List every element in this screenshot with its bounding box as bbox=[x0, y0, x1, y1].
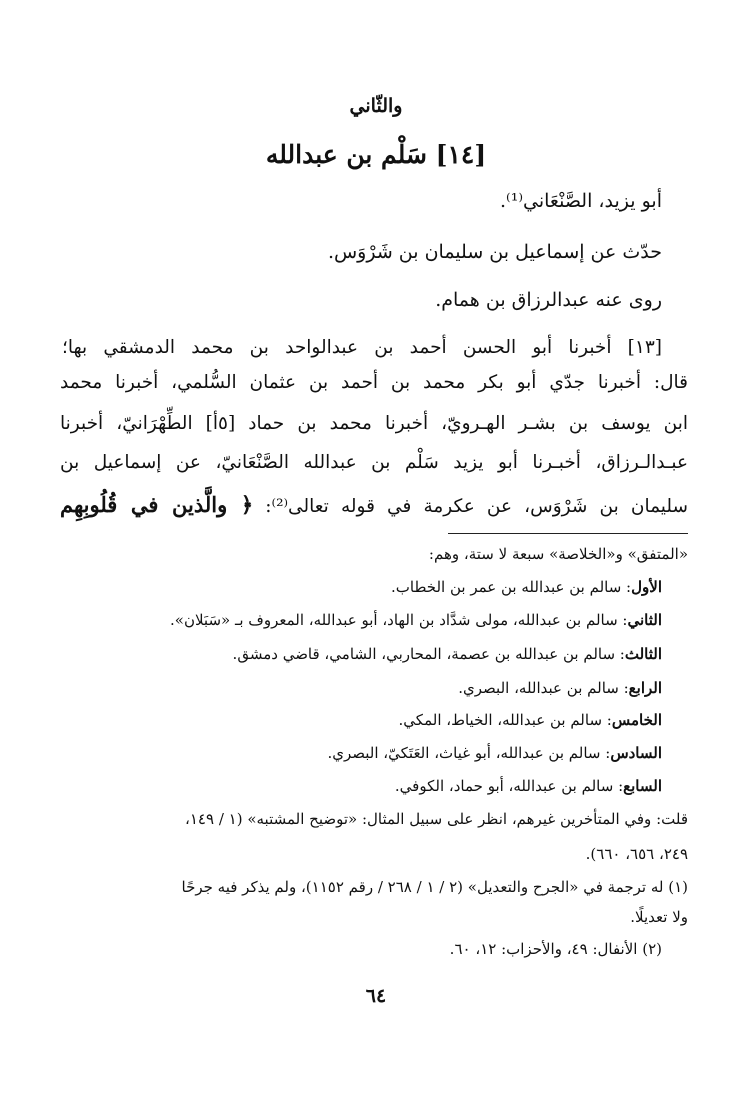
footnote-line: ٢٤٩، ٦٥٦، ٦٦٠). bbox=[585, 845, 688, 863]
isnad-line-4: عبـدالـرزاق، أخبـرنا أبو يزيد سَلْم بن عبدالله الصَّنْعَانيّ، عن إسماعيل بن bbox=[60, 452, 688, 473]
footnote-item-text: : سالم بن عبدالله، مولى شدَّاد بن الهاد، أبو عبدالله، المعروف بـ «سَبَلان». bbox=[170, 611, 628, 629]
footnote-2: (٢) الأنفال: ٤٩، والأحزاب: ١٢، ٦٠. bbox=[449, 940, 662, 958]
entry-narrated-from-line: حدّث عن إسماعيل بن سليمان بن شَرْوَس. bbox=[327, 241, 662, 263]
footnote-item-text: : سالم بن عبدالله بن عصمة، المحاربي، الشامي، قاضي دمشق. bbox=[232, 645, 625, 663]
footnote-item-label: الثالث bbox=[624, 645, 662, 663]
footnote-item bbox=[170, 611, 662, 629]
page-number: ٦٤ bbox=[365, 985, 387, 1007]
footnote-item-label: الأول bbox=[631, 578, 662, 596]
section-heading: والثّاني bbox=[349, 95, 403, 117]
footnote-item bbox=[399, 711, 662, 729]
footnote-item bbox=[391, 578, 662, 596]
footnote-item-text: : سالم بن عبدالله بن عمر بن الخطاب. bbox=[391, 578, 632, 596]
footnote-item-text: : سالم بن عبدالله، أبو حماد، الكوفي. bbox=[394, 777, 624, 795]
footnote-1: (١) له ترجمة في «الجرح والتعديل» (٢ / ١ / ٢٦٨ / رقم ١١٥٢)، ولم يذكر فيه جرحًا bbox=[181, 878, 688, 896]
footnote-item bbox=[395, 777, 662, 795]
footnote-item-text: : سالم بن عبدالله، الخياط، المكي. bbox=[398, 711, 612, 729]
isnad-line-5 bbox=[60, 492, 688, 517]
footnote-item-label: السادس bbox=[610, 744, 662, 762]
footnote-item bbox=[327, 744, 662, 762]
footnote-item-text: : سالم بن عبدالله، البصري. bbox=[458, 679, 629, 697]
footnote-line: قلت: وفي المتأخرين غيرهم، انظر على سبيل المثال: «توضيح المشتبه» (١ / ١٤٩، bbox=[185, 810, 688, 828]
footnote-item-label: الثاني bbox=[627, 611, 662, 629]
entry-kunya-line: أبو يزيد، الصَّنْعَاني⁽¹⁾. bbox=[500, 190, 662, 212]
entry-narrated-by-line: روى عنه عبدالرزاق بن همام. bbox=[435, 289, 662, 311]
isnad-line-3: ابن يوسف بن بشـر الهـرويّ، أخبرنا محمد بن حماد [٥أ] الطِّهْرَانيّ، أخبرنا bbox=[60, 413, 688, 434]
footnote-item bbox=[458, 679, 662, 697]
footnote-item-label: الرابع bbox=[628, 679, 662, 697]
isnad-line-1: [١٣] أخبرنا أبو الحسن أحمد بن عبدالواحد بن محمد الدمشقي بها؛ bbox=[62, 337, 662, 358]
footnote-item bbox=[233, 645, 662, 663]
footnote-item-label: السابع bbox=[623, 777, 662, 795]
entry-title: [١٤] سَلْم بن عبدالله bbox=[265, 140, 487, 169]
footnote-line: «المتفق» و«الخلاصة» سبعة لا ستة، وهم: bbox=[428, 545, 688, 563]
footnote-item-label: الخامس bbox=[611, 711, 662, 729]
footnote-divider bbox=[448, 533, 688, 534]
isnad-line-2: قال: أخبرنا جدّي أبو بكر محمد بن أحمد بن عثمان السُّلمي، أخبرنا محمد bbox=[60, 372, 688, 393]
footnote-1-continued: ولا تعديلًا. bbox=[630, 908, 688, 926]
isnad-line-5-text: سليمان بن شَرْوَس، عن عكرمة في قوله تعالى⁽²⁾: bbox=[265, 496, 688, 517]
quran-phrase: ﴿ والَّذين في قُلُوبِهِم bbox=[60, 492, 254, 517]
footnote-item-text: : سالم بن عبدالله، أبو غياث، العَتَكيّ، البصري. bbox=[327, 744, 611, 762]
